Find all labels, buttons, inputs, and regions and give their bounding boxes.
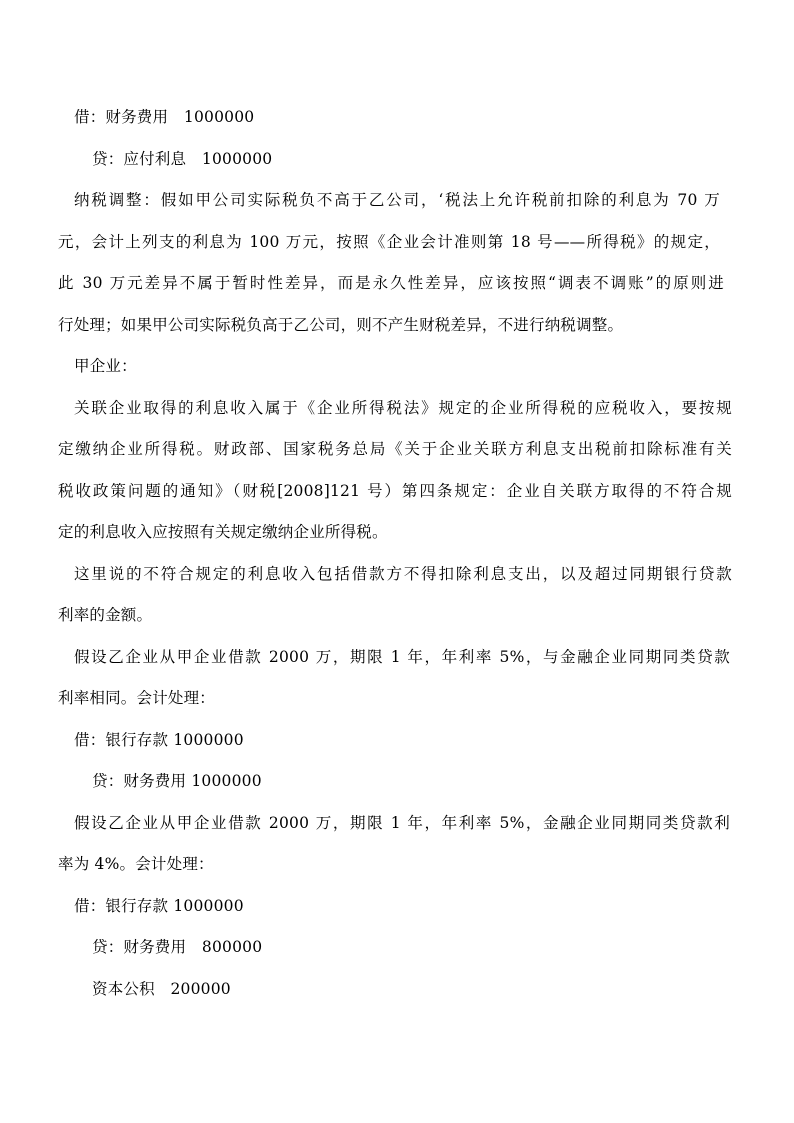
paragraph-related-income-line-3: 税收政策问题的通知》（财税[2008]121 号）第四条规定：企业自关联方取得的不符合规 bbox=[58, 482, 732, 500]
journal-entry-credit-finance-expense-1: 贷：财务费用 1000000 bbox=[92, 772, 262, 790]
journal-entry-debit-bank-deposit-2: 借：银行存款 1000000 bbox=[74, 897, 244, 915]
journal-entry-debit-bank-deposit-1: 借：银行存款 1000000 bbox=[74, 731, 244, 749]
paragraph-example-2-line-2: 率为 4%。会计处理： bbox=[58, 855, 214, 873]
journal-entry-credit-interest-payable: 贷：应付利息 1000000 bbox=[92, 150, 273, 168]
paragraph-example-2-line-1: 假设乙企业从甲企业借款 2000 万，期限 1 年，年利率 5%，金融企业同期同类贷款利 bbox=[74, 814, 730, 832]
paragraph-tax-adjustment-line-3: 此 30 万元差异不属于暂时性差异，而是永久性差异，应该按照“调表不调账”的原则进 bbox=[58, 274, 724, 292]
paragraph-tax-adjustment-line-1: 纳税调整：假如甲公司实际税负不高于乙公司，‘税法上允许税前扣除的利息为 70 万 bbox=[74, 191, 720, 209]
journal-entry-credit-capital-reserve: 资本公积 200000 bbox=[92, 980, 231, 998]
paragraph-example-1-line-1: 假设乙企业从甲企业借款 2000 万，期限 1 年，年利率 5%，与金融企业同期同类贷款 bbox=[74, 648, 730, 666]
paragraph-tax-adjustment-line-4: 行处理；如果甲公司实际税负高于乙公司，则不产生财税差异，不进行纳税调整。 bbox=[58, 316, 624, 334]
paragraph-nonconforming-income-line-2: 利率的金额。 bbox=[58, 606, 153, 624]
paragraph-related-income-line-2: 定缴纳企业所得税。财政部、国家税务总局《关于企业关联方利息支出税前扣除标准有关 bbox=[58, 440, 732, 458]
paragraph-related-income-line-1: 关联企业取得的利息收入属于《企业所得税法》规定的企业所得税的应税收入，要按规 bbox=[74, 399, 732, 417]
paragraph-example-1-line-2: 利率相同。会计处理： bbox=[58, 689, 216, 707]
journal-entry-credit-finance-expense-2: 贷：财务费用 800000 bbox=[92, 938, 263, 956]
paragraph-nonconforming-income-line-1: 这里说的不符合规定的利息收入包括借款方不得扣除利息支出，以及超过同期银行贷款 bbox=[74, 565, 732, 583]
section-heading-company-a: 甲企业： bbox=[74, 357, 137, 375]
journal-entry-debit-finance-expense: 借：财务费用 1000000 bbox=[74, 108, 255, 126]
paragraph-tax-adjustment-line-2: 元，会计上列支的利息为 100 万元，按照《企业会计准则第 18 号——所得税》的规定， bbox=[58, 233, 720, 251]
paragraph-related-income-line-4: 定的利息收入应按照有关规定缴纳企业所得税。 bbox=[58, 523, 388, 541]
